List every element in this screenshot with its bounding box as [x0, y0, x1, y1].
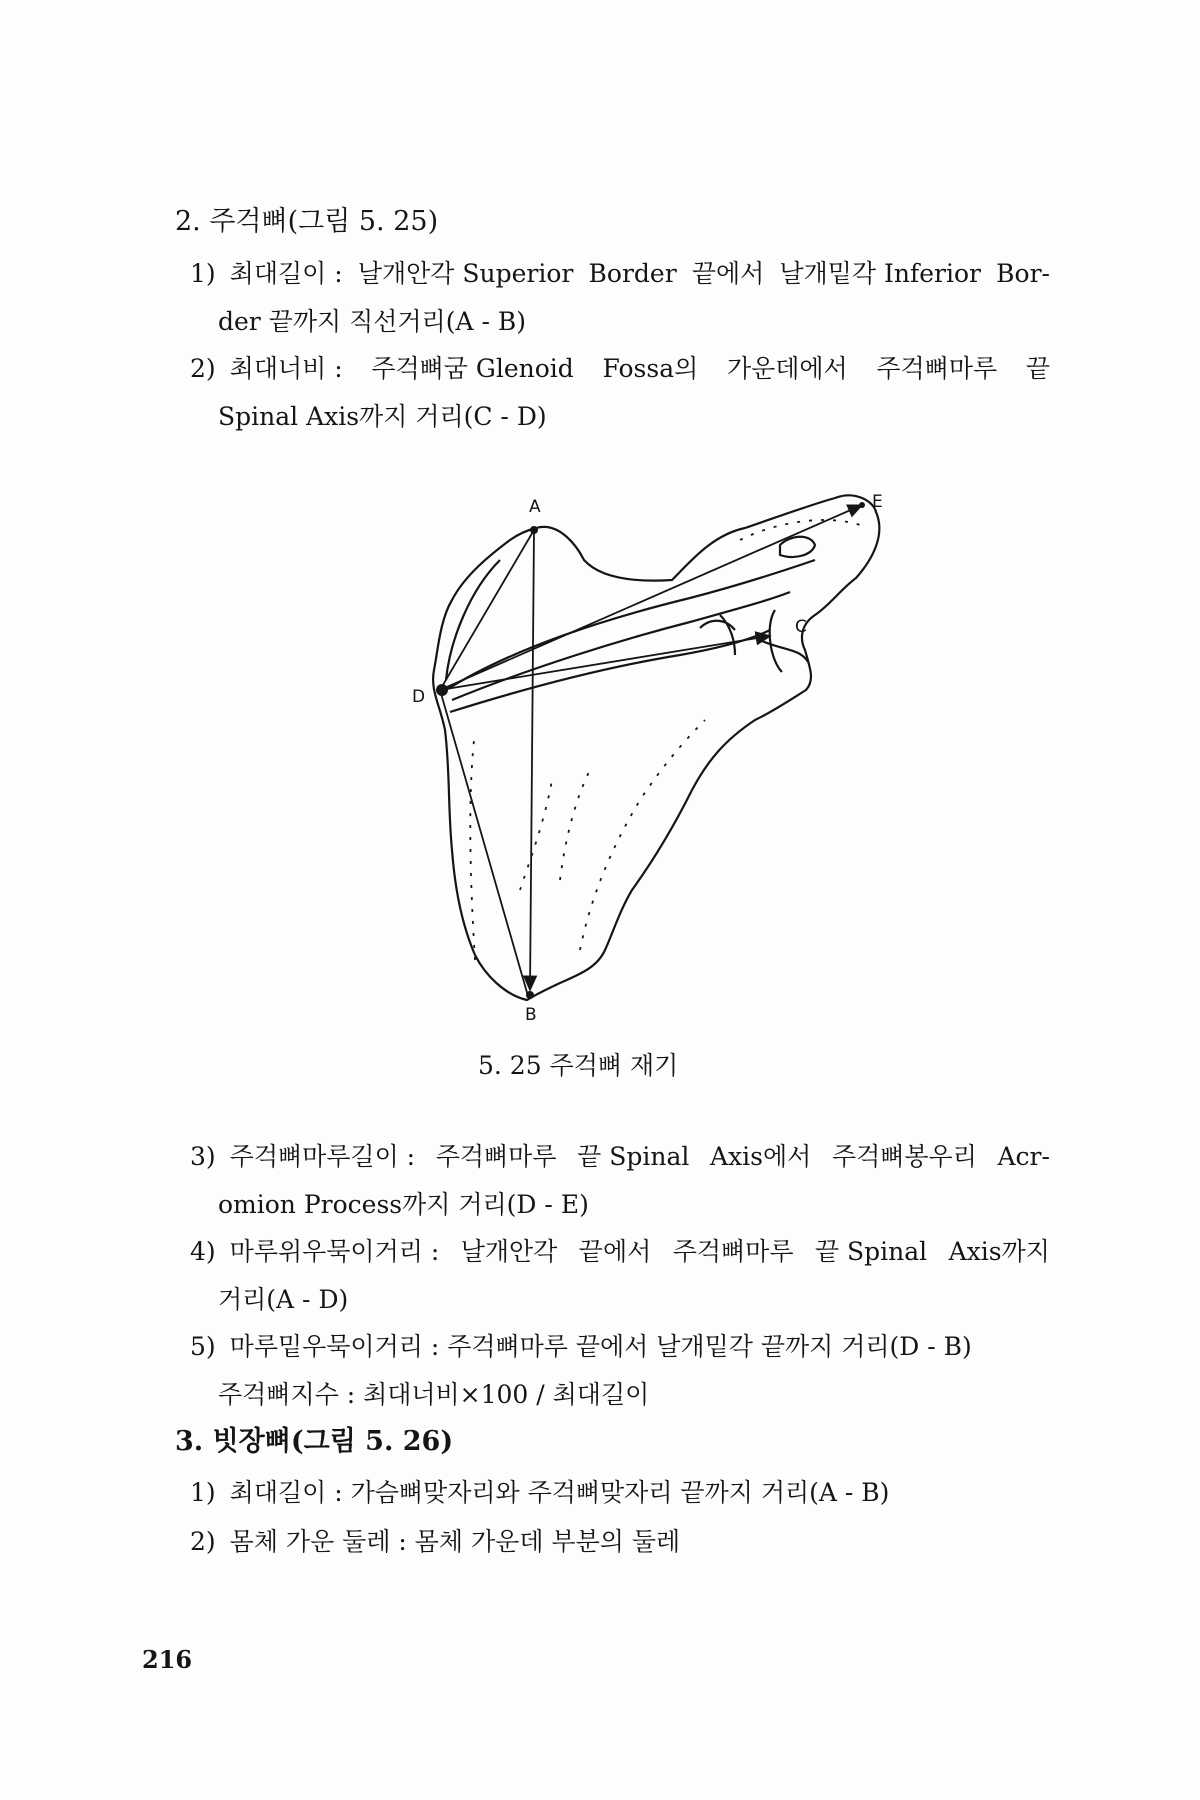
- item-4-word-4: 주걱뼈마루: [672, 1237, 794, 1266]
- item-4-number: 4): [190, 1237, 216, 1266]
- item-2-number: 2): [190, 354, 216, 383]
- item-1-word-6: Bor-: [996, 259, 1050, 288]
- section-3-item-2-number: 2): [190, 1527, 216, 1556]
- item-3-word-6: Acr-: [997, 1142, 1050, 1171]
- line-c-d: [440, 636, 770, 690]
- page-number: 216: [142, 1645, 193, 1674]
- item-3-word-1: 주걱뼈마루길이 :: [229, 1142, 416, 1171]
- item-3-line-2: omion Process까지 거리(D - E): [218, 1190, 589, 1219]
- landmark-points: [436, 502, 865, 999]
- point-d: [436, 684, 448, 696]
- figure-caption: 5. 25 주걱뼈 재기: [478, 1051, 679, 1080]
- label-b: B: [525, 1005, 537, 1025]
- scapular-index-line: 주걱뼈지수 : 최대너비×100 / 최대길이: [218, 1380, 650, 1409]
- item-4-word-5: 끝 Spinal: [814, 1237, 928, 1266]
- item-2-word-2: 주걱뼈굼 Glenoid: [371, 354, 574, 383]
- item-3-number: 3): [190, 1142, 216, 1171]
- item-4-word-2: 날개안각: [460, 1237, 558, 1266]
- item-5-line-1: [190, 1330, 972, 1364]
- item-1-word-1: 최대길이 :: [229, 259, 343, 288]
- line-d-b: [440, 690, 528, 996]
- label-c: C: [795, 617, 807, 637]
- item-4-word-1: 마루위우묵이거리 :: [229, 1237, 440, 1266]
- scapula-dotted-details: [470, 520, 860, 960]
- item-1-word-3: Border: [588, 259, 677, 288]
- label-e: E: [872, 492, 883, 512]
- item-2-word-4: 가운데에서: [726, 354, 848, 383]
- measurement-lines: [440, 505, 862, 996]
- section-2-heading: 2. 주걱뼈(그림 5. 25): [175, 206, 439, 237]
- section-3-item-1-text: 최대길이 : 가슴뼈맞자리와 주걱뼈맞자리 끝까지 거리(A - B): [229, 1478, 890, 1507]
- item-2-word-6: 끝: [1025, 354, 1050, 383]
- point-a: [530, 526, 538, 534]
- section-3-item-1-number: 1): [190, 1478, 216, 1507]
- item-5-text: 마루밑우묵이거리 : 주걱뼈마루 끝에서 날개밑각 끝까지 거리(D - B): [229, 1332, 972, 1361]
- item-3-line-1: [190, 1140, 1050, 1174]
- point-e: [859, 502, 865, 508]
- item-3-word-2: 주걱뼈마루: [435, 1142, 557, 1171]
- section-3-item-2-text: 몸체 가운 둘레 : 몸체 가운데 부분의 둘레: [229, 1527, 681, 1556]
- item-4-line-2: 거리(A - D): [218, 1285, 349, 1314]
- item-1-word-5: 날개밑각 Inferior: [779, 259, 981, 288]
- item-2-word-3: Fossa의: [602, 354, 699, 383]
- item-2-word-1: 최대너비 :: [229, 354, 343, 383]
- item-4-word-3: 끝에서: [578, 1237, 652, 1266]
- item-2-line-2: Spinal Axis까지 거리(C - D): [218, 402, 547, 431]
- item-2-word-5: 주걱뼈마루: [876, 354, 998, 383]
- point-b: [526, 991, 534, 999]
- line-d-e: [440, 505, 862, 690]
- item-1-line-2: der 끝까지 직선거리(A - B): [218, 307, 526, 336]
- label-d: D: [412, 687, 426, 707]
- line-a-b: [530, 530, 534, 990]
- label-a: A: [529, 497, 541, 517]
- item-1-number: 1): [190, 259, 216, 288]
- item-1-word-4: 끝에서: [691, 259, 765, 288]
- section-3-item-2: [190, 1525, 680, 1559]
- section-3-item-1: [190, 1476, 889, 1510]
- item-3-word-5: 주걱뼈봉우리: [831, 1142, 977, 1171]
- item-4-line-1: [190, 1235, 1050, 1269]
- item-4-word-6: Axis까지: [948, 1237, 1050, 1266]
- scapula-outline: [433, 495, 879, 1000]
- section-3-heading: 3. 빗장뼈(그림 5. 26): [175, 1426, 454, 1457]
- item-1-word-2: 날개안각 Superior: [357, 259, 574, 288]
- item-5-number: 5): [190, 1332, 216, 1361]
- line-a-d: [440, 530, 534, 690]
- item-3-word-4: Axis에서: [710, 1142, 812, 1171]
- item-3-word-3: 끝 Spinal: [577, 1142, 690, 1171]
